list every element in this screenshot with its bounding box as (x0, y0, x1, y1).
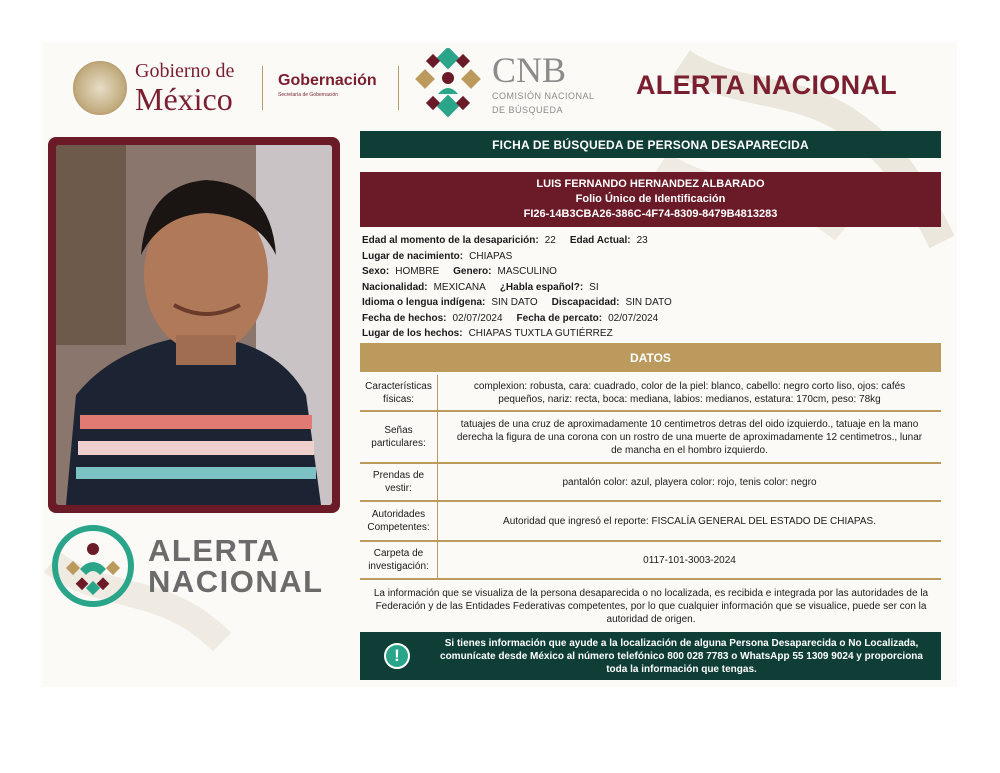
espanol-value: SI (589, 281, 599, 293)
exclamation-icon: ! (384, 643, 410, 669)
header-divider (262, 66, 263, 110)
ficha-title-bar: FICHA DE BÚSQUEDA DE PERSONA DESAPARECIDA (360, 131, 941, 158)
discapacidad-value: SIN DATO (625, 297, 672, 309)
datos-title-bar: DATOS (360, 343, 941, 372)
alerta-emblem-icon (52, 525, 134, 607)
gobernacion-title: Gobernación (278, 72, 377, 89)
folio-label: Folio Único de Identificación (575, 193, 726, 205)
senas-label: Señas particulares: (360, 412, 438, 462)
cnb-emblem-icon (412, 48, 484, 120)
person-photo (56, 145, 332, 505)
fecha-percato-label: Fecha de percato: (516, 312, 603, 324)
disclaimer-text: La información que se visualiza de la persona desaparecida o no localizada, es recibida e integrada por las autoridades de la Federación y de las Entidades Federativas competentes, por lo que cualquier información que se visualice, puede ser con la autoridad de origen. (373, 588, 929, 625)
cnb-logo (412, 48, 595, 120)
cnb-subtitle-1: COMISIÓN NACIONAL (492, 91, 595, 102)
gobernacion-logo (278, 72, 377, 98)
lugar-hechos-value: CHIAPAS TUXTLA GUTIÉRREZ (468, 328, 613, 340)
edad-desaparicion-label: Edad al momento de la desaparición: (362, 235, 539, 247)
prendas-value: pantalón color: azul, playera color: rojo, tenis color: negro (562, 476, 817, 488)
caracteristicas-value: complexion: robusta, cara: cuadrado, color de la piel: blanco, cabello: negro corto liso, ojos: cafés pequeños, nariz: recta, boca: mediana, labios: medianos, estatura: 170cm, peso: 78kg (473, 380, 906, 405)
espanol-label: ¿Habla español?: (499, 281, 584, 293)
person-photo-frame (48, 137, 340, 513)
person-info (362, 233, 932, 342)
table-row (360, 375, 941, 412)
nacionalidad-value: MEXICANA (433, 281, 486, 293)
edad-actual-value: 23 (636, 235, 648, 247)
table-row (360, 502, 941, 542)
genero-value: MASCULINO (497, 266, 557, 278)
fecha-hechos-label: Fecha de hechos: (362, 312, 447, 324)
table-row (360, 542, 941, 580)
info-row-nacimiento (362, 249, 932, 265)
info-row-lugar-hechos (362, 326, 932, 342)
carpeta-value: 0117-101-3003-2024 (643, 554, 736, 566)
cnb-subtitle-2: DE BÚSQUEDA (492, 105, 564, 115)
autoridades-label: Autoridades Competentes: (360, 502, 438, 540)
edad-actual-label: Edad Actual: (569, 235, 631, 247)
table-row (360, 464, 941, 502)
alerta-nacional-title: ALERTA NACIONAL (636, 70, 897, 100)
datos-table (360, 375, 941, 580)
gob-line1: Gobierno de (135, 60, 235, 82)
discapacidad-label: Discapacidad: (551, 297, 620, 309)
info-row-sexo (362, 264, 932, 280)
autoridades-value: Autoridad que ingresó el reporte: FISCALÍA GENERAL DEL ESTADO DE CHIAPAS. (503, 515, 876, 527)
folio-number: FI26-14B3CBA26-386C-4F74-8309-8479B4813283 (523, 208, 778, 220)
alerta-logo-line2: NACIONAL (148, 564, 324, 599)
edad-desaparicion-value: 22 (544, 235, 556, 247)
info-row-edad (362, 233, 932, 249)
carpeta-label: Carpeta de investigación: (360, 542, 438, 578)
national-seal-icon (73, 61, 127, 115)
info-row-idioma (362, 295, 932, 311)
genero-label: Genero: (453, 266, 492, 278)
idioma-label: Idioma o lengua indígena: (362, 297, 486, 309)
lugar-hechos-label: Lugar de los hechos: (362, 328, 463, 340)
sexo-value: HOMBRE (395, 266, 440, 278)
fecha-hechos-value: 02/07/2024 (452, 312, 503, 324)
nacimiento-value: CHIAPAS (469, 250, 513, 262)
idioma-value: SIN DATO (491, 297, 538, 309)
contact-text: Si tienes información que ayude a la localización de alguna Persona Desaparecida o No Localizada, comunícate desde México al número telefónico 800 028 7783 o WhatsApp 55 1309 9024 y proporciona toda la información que tengas. (440, 637, 923, 675)
prendas-label: Prendas de vestir: (360, 464, 438, 500)
person-name: LUIS FERNANDO HERNANDEZ ALBARADO (536, 178, 765, 190)
contact-banner (360, 632, 941, 680)
nacimiento-label: Lugar de nacimiento: (362, 250, 464, 262)
info-row-fechas (362, 311, 932, 327)
nacionalidad-label: Nacionalidad: (362, 281, 428, 293)
sexo-label: Sexo: (362, 266, 390, 278)
gobernacion-subtitle: Secretaría de Gobernación (278, 92, 339, 98)
person-photo-illustration (56, 145, 332, 505)
alerta-logo-line1: ALERTA (148, 533, 281, 568)
senas-value: tatuajes de una cruz de aproximadamente 10 centimetros detras del oido izquierdo., tatuaje en la mano derecha la figura de una corona con un rostro de una muerte de aproximadamente 12 centimetros., lunar de mancha en el hombro izquierdo. (456, 418, 923, 456)
info-row-nacionalidad (362, 280, 932, 296)
alerta-nacional-logo (52, 525, 324, 607)
caracteristicas-label: Características físicas: (360, 375, 438, 410)
gob-line2: México (135, 81, 233, 117)
header-divider (398, 66, 399, 110)
person-identity-box (360, 172, 941, 227)
fecha-percato-value: 02/07/2024 (608, 312, 659, 324)
cnb-title: CNB (492, 50, 567, 91)
table-row (360, 412, 941, 464)
gobierno-de-mexico-logo (73, 60, 243, 116)
